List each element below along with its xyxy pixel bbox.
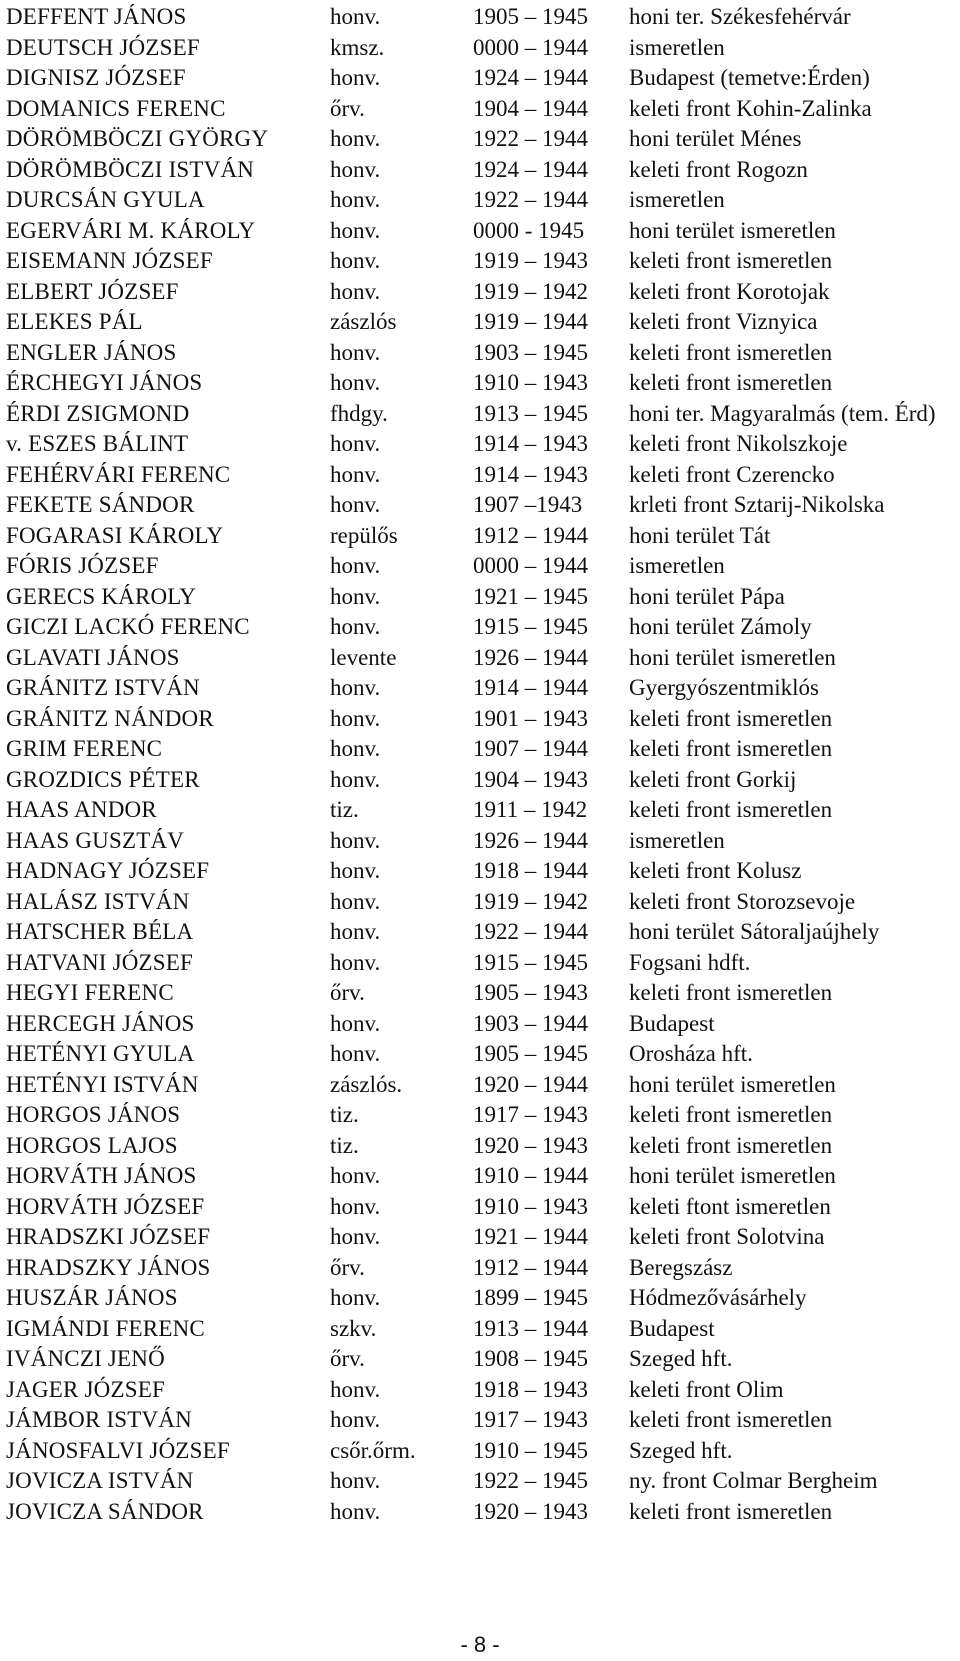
list-item xyxy=(0,1436,960,1467)
death-place: honi terület ismeretlen xyxy=(629,1163,836,1188)
life-years: 1919 – 1942 xyxy=(473,888,588,914)
life-years: 1919 – 1944 xyxy=(473,309,588,334)
life-years: 1924 – 1944 xyxy=(473,65,588,90)
life-years: 1912 – 1944 xyxy=(473,522,588,548)
person-name: GERECS KÁROLY xyxy=(6,583,197,609)
list-item xyxy=(0,765,960,796)
list-item xyxy=(0,1405,960,1436)
roster-list xyxy=(0,2,960,1527)
list-item xyxy=(0,307,960,338)
person-name: ELBERT JÓZSEF xyxy=(6,278,179,304)
death-place: keleti front Kohin-Zalinka xyxy=(629,95,872,121)
life-years: 1914 – 1944 xyxy=(473,675,588,700)
list-item xyxy=(0,429,960,460)
life-years: 1919 – 1943 xyxy=(473,248,588,273)
death-place: honi terület ismeretlen xyxy=(629,217,836,243)
rank-label: honv. xyxy=(330,1193,381,1219)
person-name: IGMÁNDI FERENC xyxy=(6,1315,205,1341)
life-years: 1910 – 1943 xyxy=(473,370,588,395)
life-years: 1904 – 1943 xyxy=(473,766,588,792)
death-place: Orosháza hft. xyxy=(629,1041,753,1066)
life-years: 1920 – 1943 xyxy=(473,1132,588,1158)
person-name: JÁMBOR ISTVÁN xyxy=(6,1407,192,1432)
death-place: keleti front Korotojak xyxy=(629,278,830,304)
death-place: Gyergyószentmiklós xyxy=(629,675,819,700)
person-name: HORGOS LAJOS xyxy=(6,1132,178,1158)
rank-label: őrv. xyxy=(330,95,365,121)
person-name: DÖRÖMBÖCZI GYÖRGY xyxy=(6,126,269,151)
list-item xyxy=(0,1070,960,1101)
rank-label: honv. xyxy=(330,675,381,700)
page-number: - 8 - xyxy=(460,1632,500,1657)
person-name: HETÉNYI ISTVÁN xyxy=(6,1071,199,1097)
list-item xyxy=(0,1497,960,1528)
person-name: GRÁNITZ NÁNDOR xyxy=(6,705,214,731)
list-item xyxy=(0,1253,960,1284)
list-item xyxy=(0,1100,960,1131)
life-years: 1912 – 1944 xyxy=(473,1254,588,1280)
life-years: 1926 – 1944 xyxy=(473,644,588,670)
list-item xyxy=(0,948,960,979)
rank-label: tiz. xyxy=(330,797,359,822)
death-place: honi ter. Székesfehérvár xyxy=(629,4,851,29)
rank-label: honv. xyxy=(330,126,381,151)
list-item xyxy=(0,124,960,155)
death-place: keleti front Gorkij xyxy=(629,766,797,792)
rank-label: honv. xyxy=(330,1407,381,1432)
list-item xyxy=(0,582,960,613)
death-place: ismeretlen xyxy=(629,827,725,853)
list-item xyxy=(0,33,960,64)
life-years: 1920 – 1944 xyxy=(473,1071,588,1097)
rank-label: repülős xyxy=(330,522,398,548)
life-years: 1922 – 1944 xyxy=(473,126,588,151)
list-item xyxy=(0,826,960,857)
rank-label: tiz. xyxy=(330,1132,359,1158)
life-years: 1905 – 1943 xyxy=(473,980,588,1005)
list-item xyxy=(0,216,960,247)
person-name: GRIM FERENC xyxy=(6,736,163,761)
life-years: 1901 – 1943 xyxy=(473,705,588,731)
rank-label: honv. xyxy=(330,187,381,212)
rank-label: honv. xyxy=(330,766,381,792)
person-name: HAAS ANDOR xyxy=(6,797,157,822)
death-place: honi terület Zámoly xyxy=(629,614,812,639)
life-years: 1917 – 1943 xyxy=(473,1102,588,1127)
rank-label: őrv. xyxy=(330,980,365,1005)
rank-label: honv. xyxy=(330,1224,381,1249)
life-years: 1903 – 1945 xyxy=(473,339,588,365)
list-item xyxy=(0,368,960,399)
life-years: 0000 – 1944 xyxy=(473,553,588,578)
person-name: FEHÉRVÁRI FERENC xyxy=(6,461,231,487)
life-years: 1917 – 1943 xyxy=(473,1407,588,1432)
list-item xyxy=(0,887,960,918)
list-item xyxy=(0,1009,960,1040)
person-name: DÖRÖMBÖCZI ISTVÁN xyxy=(6,156,255,182)
person-name: EGERVÁRI M. KÁROLY xyxy=(6,217,256,243)
rank-label: honv. xyxy=(330,1163,381,1188)
rank-label: honv. xyxy=(330,278,381,304)
rank-label: honv. xyxy=(330,1468,381,1493)
death-place: keleti front ismeretlen xyxy=(629,1407,833,1432)
rank-label: honv. xyxy=(330,858,381,883)
list-item xyxy=(0,338,960,369)
list-item xyxy=(0,460,960,491)
life-years: 1921 – 1945 xyxy=(473,583,588,609)
death-place: keleti ftont ismeretlen xyxy=(629,1193,831,1219)
rank-label: honv. xyxy=(330,1498,381,1524)
death-place: keleti front ismeretlen xyxy=(629,1498,833,1524)
person-name: HRADSZKI JÓZSEF xyxy=(6,1224,211,1249)
person-name: FÓRIS JÓZSEF xyxy=(6,553,159,578)
death-place: krleti front Sztarij-Nikolska xyxy=(629,492,885,517)
death-place: keleti front Kolusz xyxy=(629,858,802,883)
rank-label: honv. xyxy=(330,1376,381,1402)
rank-label: levente xyxy=(330,644,397,670)
life-years: 1911 – 1942 xyxy=(473,797,588,822)
rank-label: honv. xyxy=(330,949,381,975)
person-name: ÉRCHEGYI JÁNOS xyxy=(6,370,203,395)
life-years: 1915 – 1945 xyxy=(473,614,588,639)
death-place: keleti front ismeretlen xyxy=(629,1132,833,1158)
death-place: honi terület Tát xyxy=(629,522,771,548)
death-place: keleti front Viznyica xyxy=(629,309,818,334)
list-item xyxy=(0,155,960,186)
death-place: honi terület ismeretlen xyxy=(629,1071,836,1097)
list-item xyxy=(0,612,960,643)
life-years: 1910 – 1944 xyxy=(473,1163,588,1188)
death-place: keleti front Solotvina xyxy=(629,1224,825,1249)
death-place: Budapest (temetve:Érden) xyxy=(629,65,870,90)
death-place: keleti front ismeretlen xyxy=(629,705,833,731)
rank-label: honv. xyxy=(330,553,381,578)
life-years: 1920 – 1943 xyxy=(473,1498,588,1524)
death-place: Beregszász xyxy=(629,1254,733,1280)
list-item xyxy=(0,1131,960,1162)
rank-label: őrv. xyxy=(330,1346,365,1371)
death-place: ismeretlen xyxy=(629,553,725,578)
rank-label: honv. xyxy=(330,492,381,517)
death-place: ismeretlen xyxy=(629,34,725,60)
death-place: keleti front ismeretlen xyxy=(629,797,833,822)
list-item xyxy=(0,704,960,735)
list-item xyxy=(0,1039,960,1070)
rank-label: honv. xyxy=(330,65,381,90)
life-years: 1914 – 1943 xyxy=(473,461,588,487)
list-item xyxy=(0,246,960,277)
person-name: HRADSZKY JÁNOS xyxy=(6,1254,211,1280)
person-name: IVÁNCZI JENŐ xyxy=(6,1346,165,1371)
death-place: keleti front Czerencko xyxy=(629,461,835,487)
rank-label: honv. xyxy=(330,461,381,487)
rank-label: honv. xyxy=(330,4,381,29)
life-years: 0000 - 1945 xyxy=(473,217,585,243)
rank-label: honv. xyxy=(330,156,381,182)
list-item xyxy=(0,856,960,887)
person-name: HETÉNYI GYULA xyxy=(6,1041,195,1066)
life-years: 1907 –1943 xyxy=(473,492,583,517)
list-item xyxy=(0,277,960,308)
life-years: 1918 – 1943 xyxy=(473,1376,588,1402)
rank-label: honv. xyxy=(330,1010,381,1036)
person-name: JOVICZA SÁNDOR xyxy=(6,1498,204,1524)
death-place: Budapest xyxy=(629,1010,715,1036)
list-item xyxy=(0,185,960,216)
life-years: 1915 – 1945 xyxy=(473,949,588,975)
rank-label: honv. xyxy=(330,827,381,853)
life-years: 1922 – 1944 xyxy=(473,919,588,944)
list-item xyxy=(0,1375,960,1406)
rank-label: honv. xyxy=(330,614,381,639)
death-place: keleti front ismeretlen xyxy=(629,248,833,273)
list-item xyxy=(0,399,960,430)
rank-label: zászlós xyxy=(330,309,397,334)
death-place: Szeged hft. xyxy=(629,1346,733,1371)
list-item xyxy=(0,1466,960,1497)
life-years: 1924 – 1944 xyxy=(473,156,588,182)
person-name: GROZDICS PÉTER xyxy=(6,766,200,792)
list-item xyxy=(0,643,960,674)
death-place: keleti front ismeretlen xyxy=(629,1102,833,1127)
list-item xyxy=(0,490,960,521)
death-place: ny. front Colmar Bergheim xyxy=(629,1468,878,1493)
person-name: EISEMANN JÓZSEF xyxy=(6,248,213,273)
rank-label: honv. xyxy=(330,888,381,914)
death-place: keleti front Nikolszkoje xyxy=(629,431,848,456)
person-name: GICZI LACKÓ FERENC xyxy=(6,614,250,639)
life-years: 1904 – 1944 xyxy=(473,95,588,121)
death-place: keleti front Storozsevoje xyxy=(629,888,856,914)
rank-label: tiz. xyxy=(330,1102,359,1127)
list-item xyxy=(0,734,960,765)
person-name: JÁNOSFALVI JÓZSEF xyxy=(6,1437,230,1463)
person-name: ÉRDI ZSIGMOND xyxy=(6,400,190,426)
life-years: 1905 – 1945 xyxy=(473,1041,588,1066)
life-years: 1905 – 1945 xyxy=(473,4,588,29)
death-place: keleti front ismeretlen xyxy=(629,339,833,365)
life-years: 1922 – 1945 xyxy=(473,1468,588,1493)
rank-label: honv. xyxy=(330,339,381,365)
person-name: HERCEGH JÁNOS xyxy=(6,1010,195,1036)
death-place: keleti front ismeretlen xyxy=(629,736,833,761)
person-name: HADNAGY JÓZSEF xyxy=(6,858,210,883)
rank-label: honv. xyxy=(330,370,381,395)
death-place: honi terület Sátoraljaújhely xyxy=(629,919,880,944)
rank-label: szkv. xyxy=(330,1315,377,1341)
life-years: 1921 – 1944 xyxy=(473,1224,588,1249)
person-name: v. ESZES BÁLINT xyxy=(6,431,189,456)
list-item xyxy=(0,1283,960,1314)
death-place: keleti front Rogozn xyxy=(629,156,808,182)
person-name: HATSCHER BÉLA xyxy=(6,919,194,944)
person-name: HEGYI FERENC xyxy=(6,980,174,1005)
death-place: honi ter. Magyaralmás (tem. Érd) xyxy=(629,400,936,426)
person-name: JAGER JÓZSEF xyxy=(6,1376,165,1402)
death-place: Hódmezővásárhely xyxy=(629,1285,807,1310)
life-years: 1910 – 1943 xyxy=(473,1193,588,1219)
person-name: HORVÁTH JÓZSEF xyxy=(6,1193,205,1219)
person-name: HORGOS JÁNOS xyxy=(6,1102,181,1127)
person-name: FEKETE SÁNDOR xyxy=(6,492,195,517)
person-name: DEFFENT JÁNOS xyxy=(6,4,187,29)
life-years: 1913 – 1945 xyxy=(473,400,588,426)
person-name: DEUTSCH JÓZSEF xyxy=(6,34,200,60)
list-item xyxy=(0,1344,960,1375)
death-place: keleti front Olim xyxy=(629,1376,784,1402)
death-place: keleti front ismeretlen xyxy=(629,370,833,395)
list-item xyxy=(0,795,960,826)
rank-label: honv. xyxy=(330,217,381,243)
life-years: 1918 – 1944 xyxy=(473,858,588,883)
rank-label: honv. xyxy=(330,919,381,944)
list-item xyxy=(0,917,960,948)
list-item xyxy=(0,1222,960,1253)
rank-label: honv. xyxy=(330,1041,381,1066)
rank-label: őrv. xyxy=(330,1254,365,1280)
life-years: 1914 – 1943 xyxy=(473,431,588,456)
person-name: ENGLER JÁNOS xyxy=(6,339,177,365)
death-place: honi terület Pápa xyxy=(629,583,785,609)
rank-label: honv. xyxy=(330,583,381,609)
death-place: ismeretlen xyxy=(629,187,725,212)
list-item xyxy=(0,521,960,552)
person-name: HALÁSZ ISTVÁN xyxy=(6,888,190,914)
list-item xyxy=(0,1192,960,1223)
list-item xyxy=(0,1161,960,1192)
life-years: 1926 – 1944 xyxy=(473,827,588,853)
rank-label: honv. xyxy=(330,1285,381,1310)
rank-label: honv. xyxy=(330,431,381,456)
life-years: 1922 – 1944 xyxy=(473,187,588,212)
rank-label: zászlós. xyxy=(330,1071,403,1097)
life-years: 1913 – 1944 xyxy=(473,1315,588,1341)
person-name: HAAS GUSZTÁV xyxy=(6,827,185,853)
rank-label: honv. xyxy=(330,705,381,731)
list-item xyxy=(0,551,960,582)
death-place: Szeged hft. xyxy=(629,1437,733,1463)
person-name: FOGARASI KÁROLY xyxy=(6,522,224,548)
life-years: 0000 – 1944 xyxy=(473,34,588,60)
life-years: 1899 – 1945 xyxy=(473,1285,588,1310)
list-item xyxy=(0,978,960,1009)
person-name: HATVANI JÓZSEF xyxy=(6,949,194,975)
rank-label: fhdgy. xyxy=(330,400,388,426)
person-name: JOVICZA ISTVÁN xyxy=(6,1468,194,1493)
person-name: HUSZÁR JÁNOS xyxy=(6,1285,178,1310)
person-name: ELEKES PÁL xyxy=(6,309,143,334)
death-place: honi terület ismeretlen xyxy=(629,644,836,670)
person-name: DIGNISZ JÓZSEF xyxy=(6,65,186,90)
rank-label: honv. xyxy=(330,736,381,761)
list-item xyxy=(0,1314,960,1345)
life-years: 1907 – 1944 xyxy=(473,736,588,761)
death-place: Fogsani hdft. xyxy=(629,949,751,975)
rank-label: honv. xyxy=(330,248,381,273)
list-item xyxy=(0,673,960,704)
death-place: honi terület Ménes xyxy=(629,126,802,151)
list-item xyxy=(0,2,960,33)
life-years: 1919 – 1942 xyxy=(473,278,588,304)
rank-label: kmsz. xyxy=(330,34,385,60)
list-item xyxy=(0,63,960,94)
life-years: 1908 – 1945 xyxy=(473,1346,588,1371)
person-name: HORVÁTH JÁNOS xyxy=(6,1163,197,1188)
person-name: DOMANICS FERENC xyxy=(6,95,226,121)
life-years: 1903 – 1944 xyxy=(473,1010,588,1036)
rank-label: csőr.őrm. xyxy=(330,1437,416,1463)
list-item xyxy=(0,94,960,125)
person-name: GLAVATI JÁNOS xyxy=(6,644,180,670)
person-name: DURCSÁN GYULA xyxy=(6,187,205,212)
death-place: keleti front ismeretlen xyxy=(629,980,833,1005)
life-years: 1910 – 1945 xyxy=(473,1437,588,1463)
person-name: GRÁNITZ ISTVÁN xyxy=(6,675,200,700)
death-place: Budapest xyxy=(629,1315,715,1341)
